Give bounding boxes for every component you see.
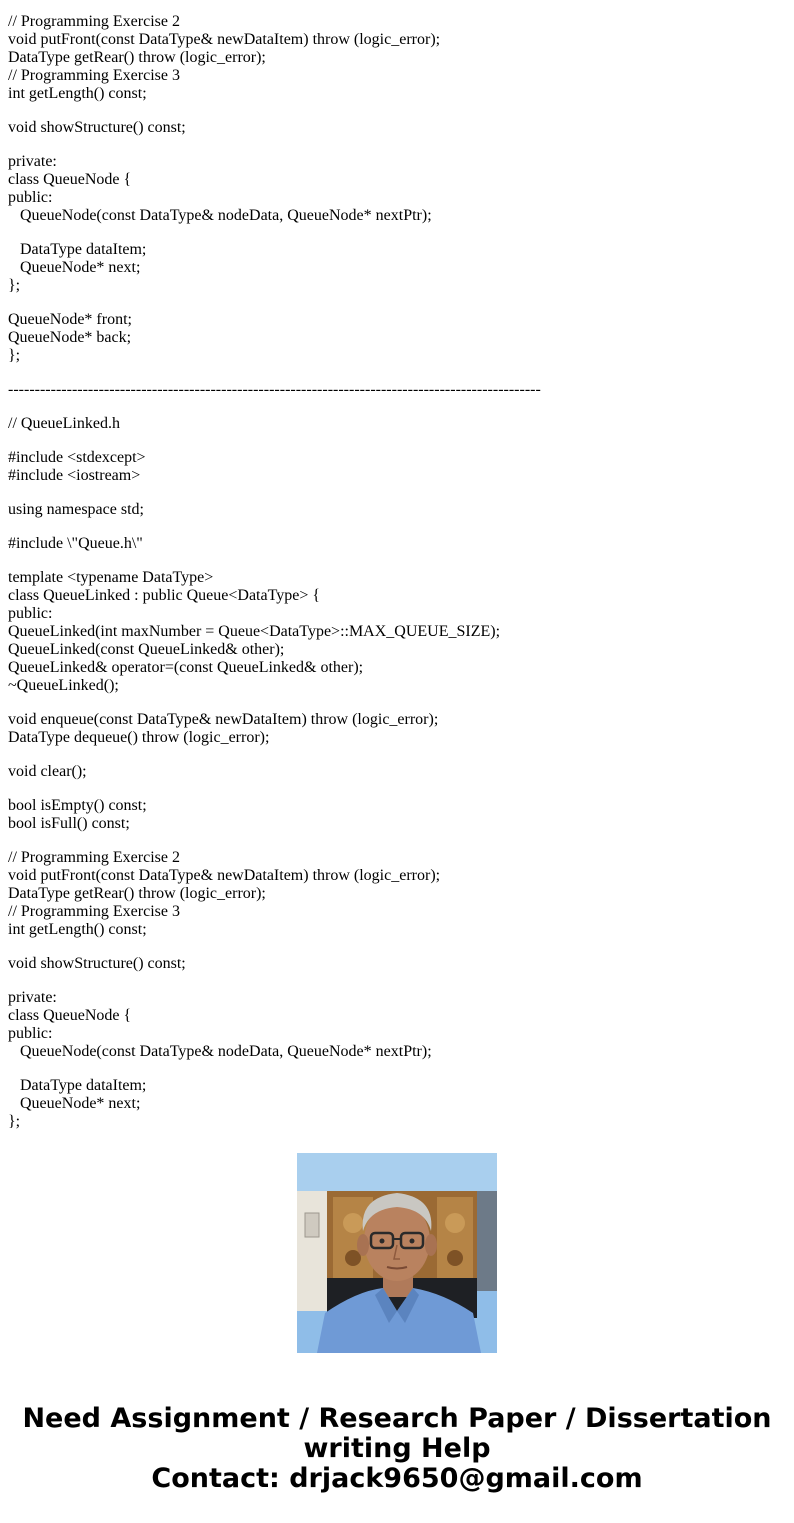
- code-line: ~QueueLinked();: [8, 677, 119, 694]
- code-line: DataType getRear() throw (logic_error);: [8, 49, 266, 66]
- code-line: class QueueLinked : public Queue<DataType> {: [8, 587, 321, 604]
- code-blank-line: [8, 781, 788, 797]
- code-line: QueueNode* front;: [8, 311, 132, 328]
- code-line: int getLength() const;: [8, 85, 147, 102]
- code-line: QueueLinked& operator=(const QueueLinked& other);: [8, 659, 364, 676]
- code-blank-line: [8, 103, 788, 119]
- contact-footer: [0, 1404, 794, 1494]
- code-line: // Programming Exercise 2: [8, 849, 180, 866]
- code-block: [8, 13, 788, 1130]
- code-line: QueueNode* next;: [8, 1095, 141, 1112]
- footer-headline: Need Assignment / Research Paper / Dissertation: [22, 1403, 772, 1434]
- code-blank-line: [8, 553, 788, 569]
- code-line: template <typename DataType>: [8, 569, 214, 586]
- code-line: DataType dataItem;: [8, 1077, 147, 1094]
- code-line: ----------------------------------------------------------------------------------------------------: [8, 381, 541, 398]
- code-blank-line: [8, 747, 788, 763]
- code-line: int getLength() const;: [8, 921, 147, 938]
- code-line: public:: [8, 1025, 53, 1042]
- code-line: bool isEmpty() const;: [8, 797, 147, 814]
- code-line: #include <stdexcept>: [8, 449, 146, 466]
- code-blank-line: [8, 939, 788, 955]
- code-blank-line: [8, 433, 788, 449]
- person-photo-icon: [297, 1153, 497, 1353]
- code-blank-line: [8, 973, 788, 989]
- code-line: #include <iostream>: [8, 467, 141, 484]
- code-line: QueueLinked(int maxNumber = Queue<DataType>::MAX_QUEUE_SIZE);: [8, 623, 501, 640]
- code-line: // Programming Exercise 3: [8, 903, 180, 920]
- code-line: DataType dataItem;: [8, 241, 147, 258]
- code-line: class QueueNode {: [8, 171, 132, 188]
- code-line: private:: [8, 153, 57, 170]
- code-blank-line: [8, 833, 788, 849]
- code-line: QueueNode* back;: [8, 329, 132, 346]
- code-line: using namespace std;: [8, 501, 144, 518]
- code-blank-line: [8, 225, 788, 241]
- code-line: void putFront(const DataType& newDataItem) throw (logic_error);: [8, 867, 441, 884]
- code-blank-line: [8, 1061, 788, 1077]
- code-line: public:: [8, 189, 53, 206]
- code-blank-line: [8, 137, 788, 153]
- code-line: DataType getRear() throw (logic_error);: [8, 885, 266, 902]
- code-line: public:: [8, 605, 53, 622]
- author-avatar: [297, 1153, 497, 1353]
- code-line: // QueueLinked.h: [8, 415, 120, 432]
- footer-subheadline: writing Help: [303, 1433, 491, 1464]
- code-line: #include \"Queue.h\": [8, 535, 143, 552]
- code-line: private:: [8, 989, 57, 1006]
- code-line: // Programming Exercise 2: [8, 13, 180, 30]
- code-line: QueueLinked(const QueueLinked& other);: [8, 641, 285, 658]
- code-line: void putFront(const DataType& newDataItem) throw (logic_error);: [8, 31, 441, 48]
- code-blank-line: [8, 399, 788, 415]
- code-blank-line: [8, 519, 788, 535]
- code-line: };: [8, 1113, 21, 1130]
- code-line: QueueNode(const DataType& nodeData, QueueNode* nextPtr);: [8, 207, 432, 224]
- code-line: // Programming Exercise 3: [8, 67, 180, 84]
- code-line: QueueNode(const DataType& nodeData, QueueNode* nextPtr);: [8, 1043, 432, 1060]
- code-blank-line: [8, 295, 788, 311]
- code-line: void clear();: [8, 763, 87, 780]
- code-line: DataType dequeue() throw (logic_error);: [8, 729, 270, 746]
- code-line: };: [8, 347, 21, 364]
- code-line: void enqueue(const DataType& newDataItem) throw (logic_error);: [8, 711, 439, 728]
- code-line: QueueNode* next;: [8, 259, 141, 276]
- code-line: class QueueNode {: [8, 1007, 132, 1024]
- footer-contact: Contact: drjack9650@gmail.com: [151, 1463, 643, 1494]
- code-line: };: [8, 277, 21, 294]
- code-line: void showStructure() const;: [8, 119, 186, 136]
- code-blank-line: [8, 365, 788, 381]
- code-line: void showStructure() const;: [8, 955, 186, 972]
- code-blank-line: [8, 695, 788, 711]
- code-line: bool isFull() const;: [8, 815, 130, 832]
- code-blank-line: [8, 485, 788, 501]
